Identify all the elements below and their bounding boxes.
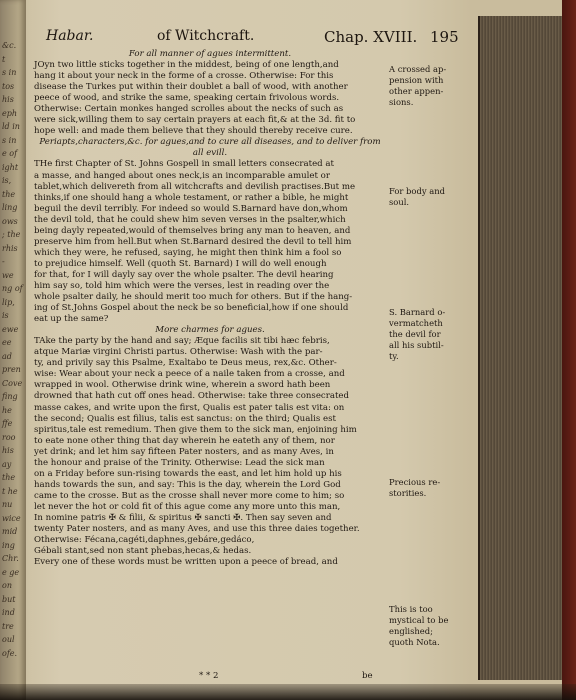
- text-line: were sick,willing them to say certain prayers at each fit,& at the 3d. fit to: [34, 115, 356, 126]
- bottom-shadow: [0, 684, 576, 700]
- gutter-fragment: ling: [2, 203, 18, 212]
- section-heading: Periapts,characters,&c. for agues,and to cure all diseases, and to deliver from all evill.: [39, 137, 381, 159]
- marginal-note-line: ty.: [389, 351, 399, 361]
- text-line: preserve him from hell.But when St.Barnard desired the devil to tell him: [34, 236, 352, 247]
- text-line: In nomine patris ✠ & filii, & spiritus ✠ sancti ✠. Then say seven and: [34, 512, 332, 523]
- text-line: THe first Chapter of St. Johns Gospell in small letters consecrated at: [34, 159, 334, 170]
- text-line: ing of St.Johns Gospel about the neck be so beneficial,how if one should: [34, 303, 349, 314]
- signature-mark: * * 2: [199, 671, 219, 681]
- gutter-fragment: ewe: [2, 324, 19, 334]
- gutter-fragment: ind: [2, 608, 15, 617]
- gutter-fragment: ffe: [2, 419, 13, 428]
- header-chapter: Chap. XVIII.: [324, 28, 418, 46]
- gutter-fragment: his: [2, 446, 14, 455]
- text-line: tablet,which delivereth from all witchcrafts and devilish practises.But me: [34, 181, 356, 192]
- text-line: ty, and privily say this Psalme, Exaltabo te Deus meus, rex,&c. Other-: [34, 358, 337, 369]
- marginal-note-line: For body and: [389, 186, 445, 196]
- text-line: drowned that hath cut off ones head. Otherwise: take three consecrated: [34, 391, 350, 402]
- text-line: TAke the party by the hand and say; Æque facilis sit tibi hæc febris,: [34, 336, 330, 347]
- text-line: eat up the same?: [34, 314, 109, 325]
- text-line: on a Friday before sun-rising towards the east, and let him hold up his: [34, 468, 342, 479]
- gutter-fragment: rhis: [2, 243, 18, 253]
- text-line: Otherwise: Fécana,cagéti,daphnes,gebáre,gedáco,: [34, 535, 255, 546]
- text-line: the honour and praise of the Trinity. Otherwise: Lead the sick man: [34, 457, 325, 468]
- text-line: to prejudice himself. Well (quoth St. Barnard) I will do well enough: [34, 258, 327, 269]
- gutter-fragment: fing: [2, 392, 18, 401]
- gutter-fragment: he: [2, 405, 12, 415]
- gutter-fragment: e ge: [2, 567, 20, 577]
- marginal-note-line: the devil for: [389, 329, 441, 339]
- gutter-fragment: is: [2, 311, 9, 320]
- marginal-note-line: soul.: [389, 197, 410, 207]
- gutter-fragment: s in: [2, 68, 17, 77]
- gutter-fragment: ows: [2, 216, 18, 226]
- text-line: the second; Qualis est filius, talis est sanctus: on the third; Qualis est: [34, 413, 336, 424]
- gutter-fragment: t: [2, 54, 6, 64]
- header-title: of Witchcraft.: [157, 28, 255, 44]
- gutter-fragment: eph: [2, 108, 18, 118]
- text-line: hang it about your neck in the forme of a crosse. Otherwise: For this: [34, 71, 334, 82]
- text-line: for that, for I will dayly say over the whole psalter. The devil hearing: [34, 269, 334, 280]
- marginal-note-mystical: [389, 604, 459, 648]
- gutter-fragment: ng of: [2, 284, 23, 293]
- marginal-note-line: sions.: [389, 97, 414, 107]
- gutter-fragment: his: [2, 95, 14, 104]
- marginal-note-line: englished;: [389, 626, 433, 636]
- gutter-fragment: ee: [2, 338, 12, 347]
- text-line: Otherwise: Certain monkes hanged scrolles about the necks of such as: [34, 104, 344, 115]
- section-heading: For all manner of agues intermittent.: [128, 49, 292, 59]
- gutter-fragment: t he: [2, 486, 18, 496]
- gutter-fragment: &c.: [2, 41, 17, 50]
- text-line: Every one of these words must be written upon a peece of bread, and: [34, 557, 338, 568]
- gutter-fragment: the: [2, 473, 16, 482]
- main-text: [34, 49, 386, 568]
- marginal-note-line: This is too: [389, 604, 433, 614]
- marginal-note-line: quoth Nota.: [389, 637, 440, 647]
- gutter-fragment: tre: [2, 621, 14, 631]
- text-line: disease the Turkes put within their doublet a ball of wood, with another: [34, 82, 348, 93]
- header-left: Habar.: [46, 28, 94, 44]
- text-line: wrapped in wool. Otherwise drink wine, wherein a sword hath been: [34, 380, 331, 391]
- gutter-fragment: tos: [2, 81, 15, 91]
- gutter-fragment: Chr.: [2, 554, 19, 563]
- gutter-fragment: is,: [2, 176, 12, 185]
- marginal-note-line: Precious re-: [389, 477, 441, 487]
- text-line: him say so, told him which were the verses, lest in reading over the: [34, 280, 330, 291]
- gutter-fragment: ay: [2, 459, 12, 469]
- gutter-fragment: ; the: [2, 230, 21, 239]
- gutter-fragment: ing: [2, 540, 15, 550]
- marginal-note-line: pension with: [389, 75, 444, 85]
- marginal-note-line: A crossed ap-: [389, 64, 447, 74]
- text-line: hope well: and made them believe that they should thereby receive cure.: [34, 126, 353, 137]
- gutter-fragment: oul: [2, 635, 15, 644]
- gutter-fragment: but: [2, 594, 16, 604]
- text-line: let never the hot or cold fit of this ague come any more unto this man,: [34, 501, 341, 512]
- marginal-note-barnard: [389, 307, 459, 362]
- gutter-fragment: pren: [2, 365, 21, 374]
- text-line: twenty Pater nosters, and as many Aves, and use this three daies together.: [34, 524, 360, 535]
- gutter-fragment: Cove: [2, 378, 23, 388]
- book-page-edges: [478, 16, 564, 680]
- gutter-fragment: wice: [2, 513, 21, 523]
- catchword: be: [362, 671, 373, 681]
- marginal-note-line: other appen-: [389, 86, 444, 96]
- text-line: JOyn two little sticks together in the middest, being of one length,and: [34, 60, 339, 71]
- text-line: whole psalter daily, he should merit too much for others. But if the hang-: [34, 292, 353, 303]
- gutter-fragment: ight: [2, 162, 19, 172]
- marginal-note-line: mystical to be: [389, 615, 449, 625]
- text-line: beguil the devil terribly. For indeed so would S.Barnard have don,whom: [34, 203, 348, 214]
- gutter-fragment: on: [2, 581, 12, 590]
- section-heading: More charmes for agues.: [155, 325, 265, 336]
- text-line: peece of wood, and strike the same, speaking certain frivolous words.: [34, 93, 340, 104]
- text-line: the devil told, that he could shew him seven verses in the psalter,which: [34, 214, 346, 225]
- text-line: a masse, and hanged about ones neck,is an incomparable amulet or: [34, 170, 330, 181]
- running-header: [32, 28, 462, 48]
- marginal-note-precious: [389, 477, 459, 499]
- text-line: wise: Wear about your neck a peece of a naile taken from a crosse, and: [34, 369, 345, 380]
- book-cover: [562, 0, 576, 700]
- marginal-note-body: [389, 186, 459, 208]
- marginal-note-line: all his subtil-: [389, 340, 444, 350]
- gutter-fragment: ofe.: [2, 648, 18, 658]
- text-line: masse cakes, and write upon the first, Qualis est pater talis est vita: on: [34, 402, 345, 413]
- text-line: which they were, he refused, saying, he might then think him a fool so: [34, 247, 342, 258]
- text-line: being dayly repeated,would of themselves bring any man to heaven, and: [34, 225, 351, 236]
- text-line: spiritus,tale est remedium. Then give them to the sick man, enjoining him: [34, 424, 357, 435]
- text-line: atque Mariæ virgini Christi partus. Otherwise: Wash with the par-: [34, 347, 323, 358]
- gutter-fragment: s in: [2, 135, 17, 145]
- marginal-note-line: storities.: [389, 488, 427, 498]
- gutter-fragment: ad: [2, 351, 12, 361]
- text-line: to eate none other thing that day wherein he eateth any of them, nor: [34, 435, 335, 446]
- gutter-fragment: roo: [2, 432, 16, 442]
- marginal-note-line: S. Barnard o-: [389, 307, 446, 317]
- gutter-fragment: mid: [2, 527, 18, 536]
- gutter-fragment: nu: [2, 500, 13, 509]
- marginal-note-line: vermatcheth: [389, 318, 443, 328]
- text-line: yet drink; and let him say fifteen Pater nosters, and as many Aves, in: [34, 446, 334, 457]
- gutter-fragment: e of: [2, 149, 18, 158]
- marginal-note-crossed: [389, 64, 459, 108]
- gutter-fragment: we: [2, 270, 14, 280]
- gutter-fragment: lip,: [2, 297, 15, 307]
- gutter-fragment: ld in: [2, 122, 20, 131]
- text-line: thinks,if one should hang a whole testament, or rather a bible, he might: [34, 192, 349, 203]
- gutter-fragment: the: [2, 189, 16, 199]
- text-line: hands towards the sun, and say: This is the day, wherein the Lord God: [34, 479, 341, 490]
- gutter-fragment: -: [2, 257, 5, 266]
- text-line: came to the crosse. But as the crosse shall never more come to him; so: [34, 490, 345, 501]
- left-page-gutter: [0, 0, 26, 700]
- text-line: Gébali stant,sed non stant phebas,hecas,& hedas.: [34, 546, 252, 557]
- page-number: 195: [430, 28, 459, 46]
